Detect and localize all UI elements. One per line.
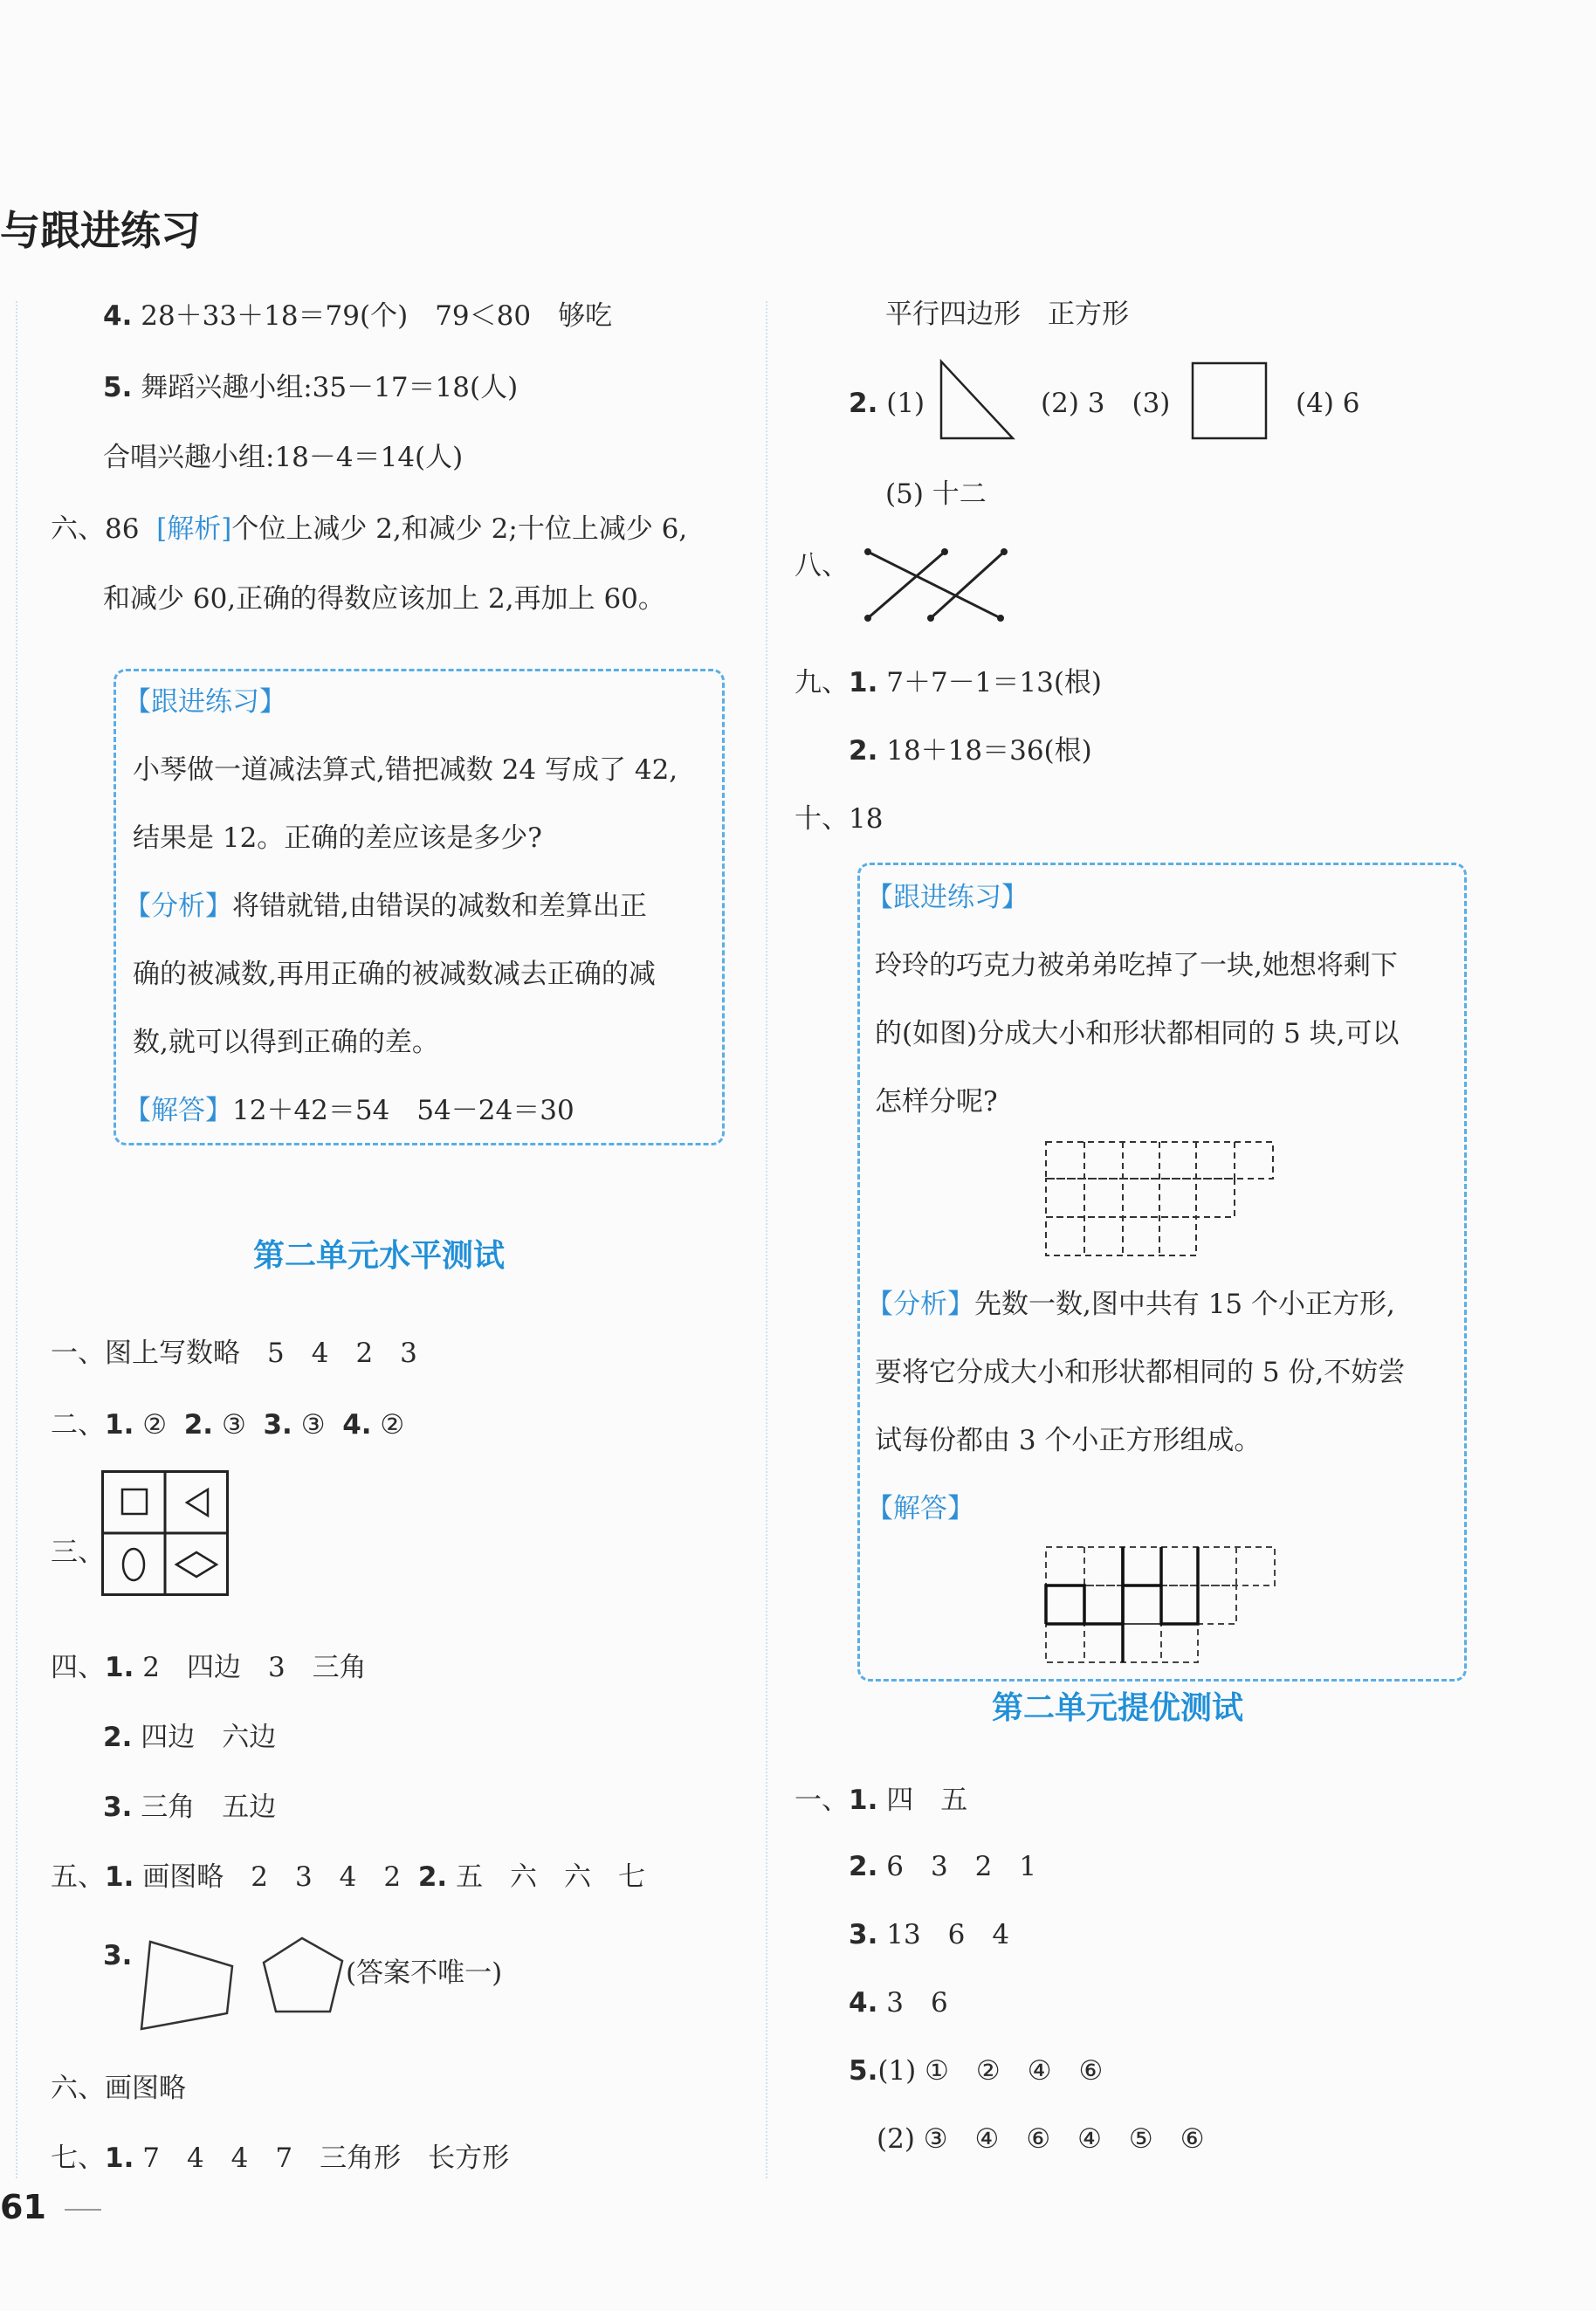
answer-line: (4) 6 <box>1296 388 1360 419</box>
section-title: 第二单元水平测试 <box>253 1238 506 1274</box>
chocolate-grid-figure <box>1044 1140 1275 1257</box>
answer-line: 四、1. 2 四边 3 三角 <box>51 1652 367 1683</box>
practice-question: 结果是 12。正确的差应该是多少? <box>133 822 542 854</box>
page-header-title: 与跟进练习 <box>0 207 201 254</box>
square-figure <box>1191 361 1268 440</box>
matching-lines-figure <box>861 545 1018 629</box>
answer-line: 十、18 <box>795 803 884 835</box>
practice-analysis: 试每份都由 3 个小正方形组成。 <box>875 1425 1262 1456</box>
left-margin-line <box>16 301 17 2178</box>
answer-line: 八、 <box>795 550 849 581</box>
answer-number: 3. <box>103 1940 133 1971</box>
page-number: 61 <box>0 2188 46 2226</box>
answer-line: 二、1. ② 2. ③ 3. ③ 4. ② <box>51 1409 405 1441</box>
answer-line: 2. 四边 六边 <box>103 1722 277 1753</box>
answer-line: 2. 6 3 2 1 <box>849 1851 1037 1882</box>
page-number-rule <box>65 2209 101 2211</box>
answer-line: 3. 三角 五边 <box>103 1792 277 1823</box>
answer-line: 2. 18＋18＝36(根) <box>849 735 1092 767</box>
answer-line: 七、1. 7 4 4 7 三角形 长方形 <box>51 2142 510 2174</box>
quadrilateral-figure <box>140 1936 236 2031</box>
answer-line: 合唱兴趣小组:18－4＝14(人) <box>103 442 464 473</box>
practice-question: 小琴做一道减法算式,错把减数 24 写成了 42, <box>133 754 678 786</box>
answer-grid-figure <box>1044 1545 1276 1668</box>
pentagon-figure <box>262 1936 349 2017</box>
practice-answer-tag: 【解答】 <box>866 1493 974 1524</box>
section-title: 第二单元提优测试 <box>992 1690 1244 1726</box>
answer-line: 和减少 60,正确的得数应该加上 2,再加上 60。 <box>103 583 665 615</box>
answer-line: 5. 舞蹈兴趣小组:35－17＝18(人) <box>103 372 519 403</box>
answer-line: 九、1. 7＋7－1＝13(根) <box>795 667 1103 698</box>
right-triangle-figure <box>938 358 1016 442</box>
practice-analysis: 【分析】将错就错,由错误的减数和差算出正 <box>124 891 647 922</box>
answer-line: 3. 13 6 4 <box>849 1919 1010 1950</box>
answer-line: (2) 3 (3) <box>1041 388 1171 419</box>
column-divider <box>766 301 767 2178</box>
answer-line: 六、画图略 <box>51 2073 186 2104</box>
answer-line: 一、图上写数略 5 4 2 3 <box>51 1338 417 1369</box>
answer-line: 4. 28＋33＋18＝79(个) 79＜80 够吃 <box>103 300 613 332</box>
answer-line: 六、86 [解析]个位上减少 2,和减少 2;十位上减少 6, <box>51 513 688 545</box>
answer-line: 三、 <box>51 1537 105 1568</box>
answer-line: (5) 十二 <box>885 478 987 510</box>
answer-line: 4. 3 6 <box>849 1987 948 2019</box>
practice-analysis: 【分析】先数一数,图中共有 15 个小正方形, <box>866 1289 1395 1320</box>
practice-tag: 【跟进练习】 <box>866 882 1028 913</box>
answer-line: 一、1. 四 五 <box>795 1785 968 1816</box>
answer-line: 5.(1) ① ② ④ ⑥ <box>849 2055 1104 2087</box>
practice-analysis: 数,就可以得到正确的差。 <box>133 1027 439 1058</box>
answer-line: 平行四边形 正方形 <box>885 299 1129 330</box>
practice-question: 的(如图)分成大小和形状都相同的 5 块,可以 <box>875 1018 1400 1049</box>
answer-note: (答案不唯一) <box>346 1957 503 1989</box>
answer-line: 2. (1) <box>849 388 925 419</box>
practice-analysis: 要将它分成大小和形状都相同的 5 份,不妨尝 <box>875 1357 1406 1388</box>
answer-line: (2) ③ ④ ⑥ ④ ⑤ ⑥ <box>877 2123 1205 2155</box>
practice-tag: 【跟进练习】 <box>124 686 286 718</box>
shapes-grid-figure <box>101 1470 229 1596</box>
practice-question: 怎样分呢? <box>875 1086 998 1118</box>
answer-line: 五、1. 画图略 2 3 4 2 2. 五 六 六 七 <box>51 1861 646 1893</box>
practice-analysis: 确的被减数,再用正确的被减数减去正确的减 <box>133 959 656 990</box>
practice-answer: 【解答】12＋42＝54 54－24＝30 <box>124 1095 574 1126</box>
practice-question: 玲玲的巧克力被弟弟吃掉了一块,她想将剩下 <box>875 950 1398 981</box>
